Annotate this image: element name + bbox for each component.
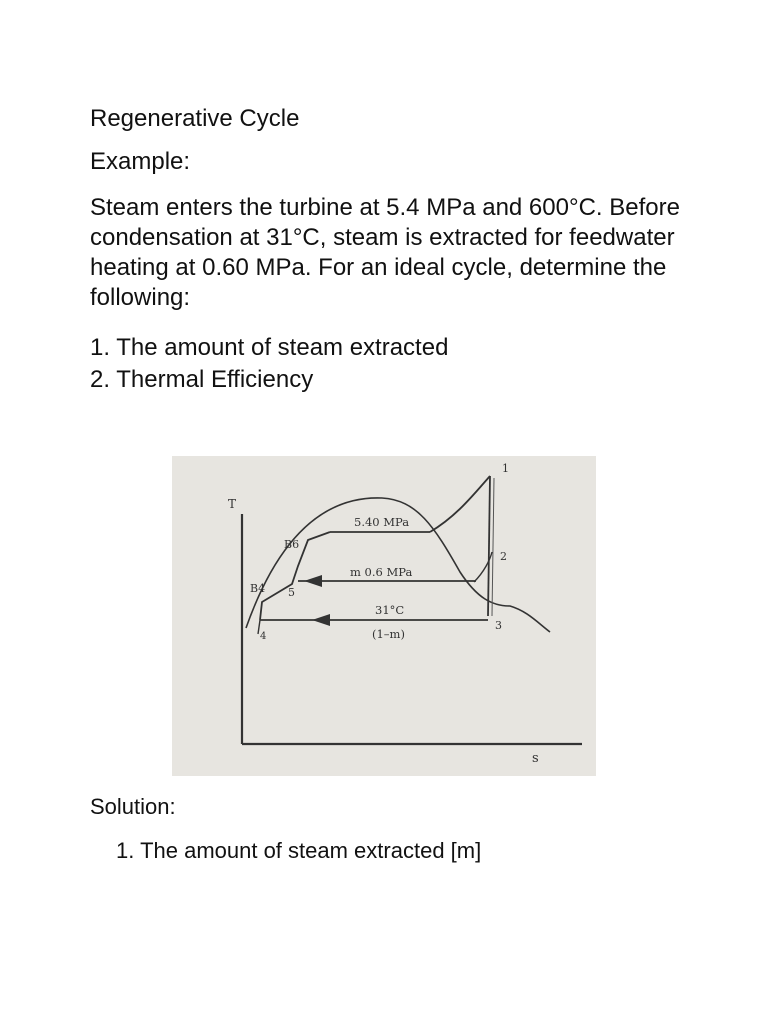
point-2-label: 2 xyxy=(500,550,507,563)
ts-diagram-svg xyxy=(172,456,596,776)
solution-item: 1. The amount of steam extracted [m] xyxy=(116,838,482,863)
question-item: 1. The amount of steam extracted xyxy=(90,334,449,361)
expansion-line xyxy=(488,476,490,616)
condenser-fraction-label: (1–m) xyxy=(372,627,405,641)
t-axis-label: T xyxy=(228,497,237,511)
condenser-arrow xyxy=(312,614,330,626)
example-label: Example: xyxy=(90,148,191,175)
solution-label: Solution: xyxy=(90,794,176,819)
expansion-line-right xyxy=(492,478,494,616)
extraction-label: m 0.6 MPa xyxy=(350,565,413,579)
point-1-label: 1 xyxy=(502,462,509,475)
extraction-arrow xyxy=(304,575,322,587)
point-3-label: 3 xyxy=(495,619,502,632)
condenser-temp-label: 31°C xyxy=(375,603,405,617)
s-axis-label: s xyxy=(532,751,539,766)
superheat-line xyxy=(430,476,490,532)
question-list xyxy=(90,332,448,396)
high-pressure-label: 5.40 MPa xyxy=(354,515,410,529)
point-b4-label: B4 xyxy=(250,582,266,595)
point-5-label: 5 xyxy=(288,586,295,599)
point-b6-label: B6 xyxy=(284,538,300,551)
point-4-label: 4 xyxy=(260,631,267,642)
question-item: 2. Thermal Efficiency xyxy=(90,366,314,393)
problem-statement: Steam enters the turbine at 5.4 MPa and 600°C. Before condensation at 31°C, steam is extracted for feedwater heating at 0.60 MPa. For an ideal cycle, determine the following: xyxy=(90,194,680,311)
document-title: Regenerative Cycle xyxy=(90,105,300,132)
ts-diagram xyxy=(172,456,596,776)
